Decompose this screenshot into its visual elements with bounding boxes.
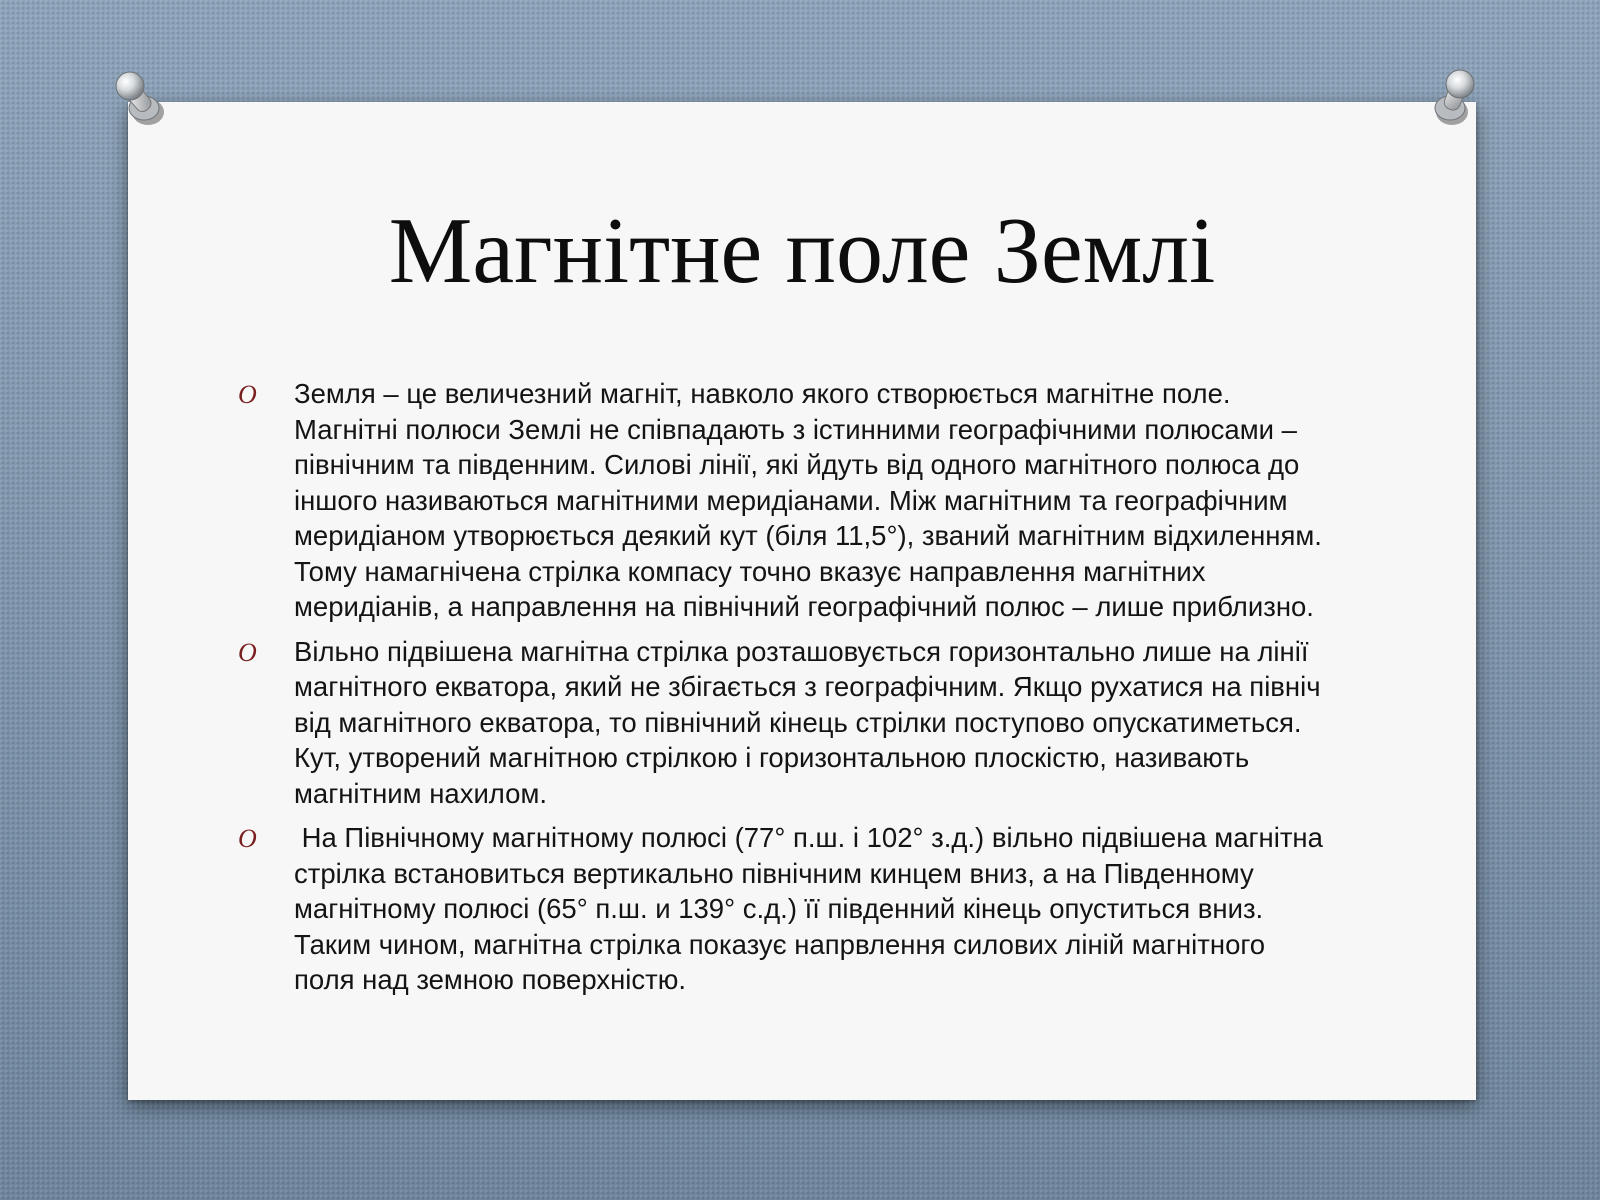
- bullet-text: Земля – це величезний магніт, навколо якого створюється магнітне поле. Магнітні полюси Землі не співпадають з істинними географічними полюсами – північним та південним. Силові лінії, які йдуть від одного магнітного полюса до іншого називаються магнітними меридіанами. Між магнітним та географічним меридіаном утворюється деякий кут (біля 11,5°), званий магнітним відхиленням. Тому намагнічена стрілка компасу точно вказує направлення магнітних меридіанів, а направлення на північний географічний полюс – лише приблизно.: [294, 378, 1322, 622]
- bullet-marker-icon: O: [238, 637, 257, 667]
- bullet-list: [238, 376, 1331, 1007]
- push-pin-left-icon: [108, 66, 178, 136]
- bullet-text: Вільно підвішена магнітна стрілка розташовується горизонтально лише на лінії магнітного екватора, який не збігається з географічним. Якщо рухатися на північ від магнітного екватора, то північний кінець стрілки поступово опускатиметься. Кут, утворений магнітною стрілкою і горизонтальною плоскістю, називають магнітним нахилом.: [294, 635, 1321, 809]
- bullet-item: [238, 376, 1328, 625]
- bullet-marker-icon: O: [238, 824, 257, 853]
- bullet-item: [238, 820, 1331, 998]
- bullet-text: На Північному магнітному полюсі (77° п.ш. і 102° з.д.) вільно підвішена магнітна стрілка встановиться вертикально північним кинцем вниз, а на Південному магнітному полюсі (65° п.ш. и 139° с.д.) її південний кінець опуститься вниз. Таким чином, магнітна стрілка показує напрвлення силових ліній магнітного поля над земною поверхністю.: [294, 822, 1331, 995]
- bullet-marker-icon: O: [238, 380, 257, 409]
- push-pin-right-icon: [1418, 66, 1488, 136]
- bullet-item: [238, 634, 1328, 812]
- slide-card: [128, 102, 1476, 1100]
- slide-title: Магнітне поле Землі: [388, 199, 1216, 303]
